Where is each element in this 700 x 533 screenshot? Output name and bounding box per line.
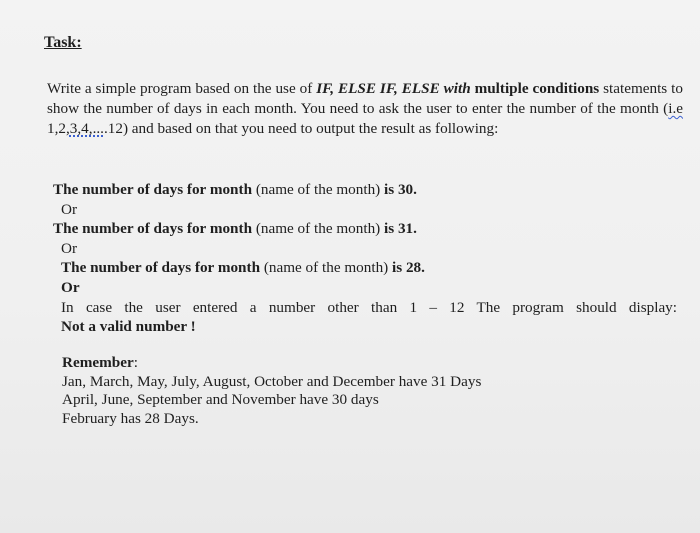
output-30-month-placeholder: (name of the month): [252, 181, 385, 198]
remember-section: [62, 354, 622, 428]
intro-text-2: statements to show the number of days in each month. You need to ask the user to enter the number of the month (: [47, 80, 683, 117]
expected-outputs: [53, 180, 683, 337]
output-28-bold-lead: The number of days for month: [61, 259, 261, 277]
output-28-days: is 28.: [392, 259, 425, 277]
intro-space: 1,2,: [47, 120, 70, 137]
remember-31-days: Jan, March, May, July, August, October and December have 31 Days: [62, 372, 482, 390]
or-separator-2: Or: [61, 239, 78, 257]
task-description: [47, 79, 683, 139]
remember-colon: :: [133, 354, 138, 371]
intro-text-1: Write a simple program based on the use of: [47, 80, 317, 97]
output-30-bold-lead: The number of days for month: [53, 181, 253, 198]
remember-28-days: February has 28 Days.: [62, 409, 199, 427]
remember-title: Remember: [62, 354, 134, 371]
output-30-days: is 30.: [384, 181, 417, 198]
output-28-month-placeholder: (name of the month): [260, 259, 393, 277]
remember-heading: [62, 354, 622, 373]
task-heading: Task:: [44, 34, 82, 51]
output-31-days: is 31.: [384, 220, 417, 238]
output-31-bold-lead: The number of days for month: [53, 220, 253, 238]
intro-with: with: [439, 80, 471, 97]
invalid-input-instruction: In case the user entered a number other than 1 – 12 The program should display:: [61, 298, 677, 316]
output-31-month-placeholder: (name of the month): [252, 220, 385, 238]
output-line-30: [53, 180, 683, 200]
intro-text-3: .12) and based on that you need to output the result as following:: [103, 120, 499, 137]
invalid-message: Not a valid number !: [61, 318, 196, 336]
intro-dotted-numbers: 3,4,...: [69, 120, 104, 137]
remember-30-days: April, June, September and November have 30 days: [62, 391, 379, 409]
intro-keywords: IF, ELSE IF, ELSE: [316, 80, 440, 97]
or-separator-1: Or: [61, 200, 78, 218]
intro-multiple-conditions: multiple conditions: [470, 80, 600, 97]
or-separator-3: Or: [61, 278, 80, 296]
intro-ie-spellcheck: i.e: [668, 100, 683, 117]
output-line-28: [53, 258, 683, 278]
output-line-31: [53, 219, 683, 239]
